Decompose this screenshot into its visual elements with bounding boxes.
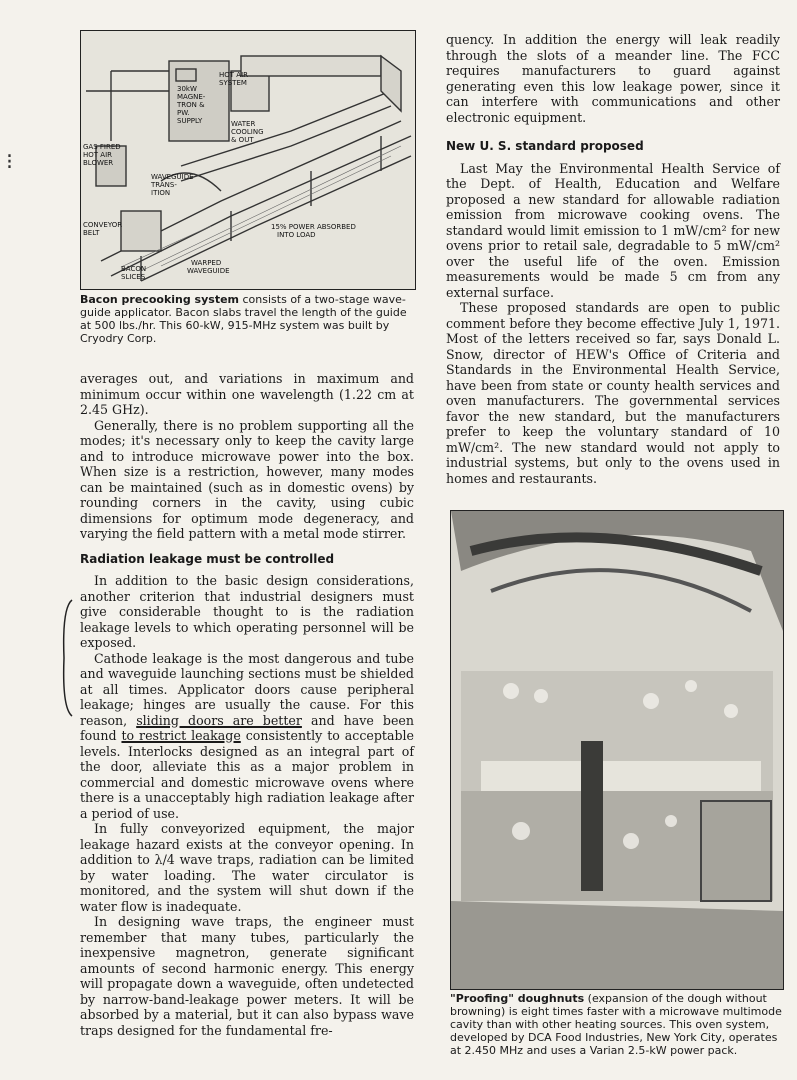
bacon-figure-caption (80, 293, 414, 345)
caption-text: (expansion of the dough without browning) is eight times faster with a microwave multimode cavity than with other heating sources. This oven system, developed by DCA Food Industries, New York City, operates at 2.450 MHz and uses a Varian 2.5-kW power pack. (450, 992, 782, 1057)
paragraph: averages out, and variations in maximum and minimum occur within one wavelength (1.22 cm at 2.45 GHz). (80, 371, 414, 417)
paragraph: These proposed standards are open to public comment before they become effective July 1, 1971. Most of the letters received so far, says Donald L. Snow, director of HEW's Office of Criteria and Standards in the Environmental Health Service, have been from state or county health services and oven manufacturers. The governmental services favor the new standard, but the manufacturers prefer to keep the voluntary standard of 10 mW/cm². The new standard would not apply to industrial systems, but only to the ovens used in homes and restaurants. (446, 300, 780, 486)
paragraph: quency. In addition the energy will leak readily through the slots of a meander line. The FCC requires manufacturers to guard against generating even this low leakage power, since it can interfere with communications and other electronic equipment. (446, 32, 780, 125)
paragraph: In fully conveyorized equipment, the major leakage hazard exists at the conveyor opening. In addition to λ/4 wave traps, radiation can be limited by water loading. The water circulator is monitored, and the system will shut down if the water flow is inadequate. (80, 821, 414, 914)
label-water-cooling: WATER COOLING & OUT (231, 120, 264, 144)
caption-text: consists of a two-stage wave-guide applicator. Bacon slabs travel the length of the guide at 500 lbs./hr. This 60-kW, 915-MHz system was built by Cryodry Corp. (80, 293, 407, 345)
label-conveyor: CONVEYOR BELT (83, 221, 123, 237)
right-column (446, 32, 780, 486)
paragraph: Generally, there is no problem supporting all the modes; it's necessary only to keep the cavity large and to introduce microwave power into the box. When size is a restriction, however, many modes can be maintained (such as in domestic ovens) by rounding corners in the cavity, using cubic dimensions for optimum mode degeneracy, and varying the field pattern with a metal mode stirrer. (80, 417, 414, 541)
label-bacon: BACON SLICES (121, 265, 147, 281)
text-run: consistently to acceptable levels. Interlocks designed as an integral part of the door, alleviate this as a major problem in commercial and domestic microwave ovens where there is a unacceptably high radiation leakage after a period of use. (80, 728, 415, 821)
label-blower: GAS FIRED HOT AIR BLOWER (83, 143, 121, 167)
bacon-system-drawing (81, 31, 415, 289)
oven-photo-image (451, 511, 783, 989)
text-run: and have been found (80, 712, 414, 743)
margin-mark: ⁝ (6, 150, 13, 175)
section-heading: Radiation leakage must be controlled (80, 551, 335, 566)
paragraph: In designing wave traps, the engineer must remember that many tubes, particularly the inexpensive magnetron, generate significant amounts of second harmonic energy. This energy will propagate down a waveguide, often undetected by narrow-band-leakage power meters. It will be absorbed by a material, but it can also bypass wave traps designed for the fundamental fre- (80, 914, 414, 1038)
label-power-absorbed: 15% POWER ABSORBED INTO LOAD (271, 223, 356, 239)
paragraph: In addition to the basic design considerations, another criterion that industrial designers must give considerable thought to is the radiation leakage levels to which operating personnel will be exposed. (80, 573, 414, 650)
label-warped: WARPED WAVEGUIDE (187, 259, 230, 275)
paragraph: Last May the Environmental Health Service of the Dept. of Health, Education and Welfare proposed a new standard for allowable radiation emission from microwave cooking ovens. The standard would limit emission to 1 mW/cm² for new ovens prior to retail sale, degradable to 5 mW/cm² over the useful life of the oven. Emission measurements would be made 5 cm from any external surface. (446, 160, 780, 300)
underlined-text: to restrict leakage (121, 728, 241, 743)
section-heading: New U. S. standard proposed (446, 139, 644, 153)
left-column (80, 371, 414, 1038)
paragraph (80, 651, 414, 822)
doughnut-figure-caption (450, 992, 782, 1057)
label-waveguide-transition: WAVEGUIDE TRANS-ITION (151, 173, 194, 197)
caption-lead: "Proofing" doughnuts (450, 992, 585, 1005)
doughnut-oven-photo (450, 510, 784, 990)
label-hot-air: HOT AIR SYSTEM (219, 71, 248, 87)
bacon-system-figure (80, 30, 416, 290)
label-magnetron: 30kW MAGNE-TRON & PW. SUPPLY (177, 85, 206, 125)
caption-lead: Bacon precooking system (80, 293, 240, 306)
underlined-text: sliding doors are better (136, 712, 302, 728)
text-run: Cathode leakage is the most dangerous and tube and waveguide launching sections must be shielded at all times. Applicator doors cause peripheral leakage; hinges are usually the cause. For this reason, (80, 650, 414, 728)
margin-bracket (60, 598, 74, 718)
